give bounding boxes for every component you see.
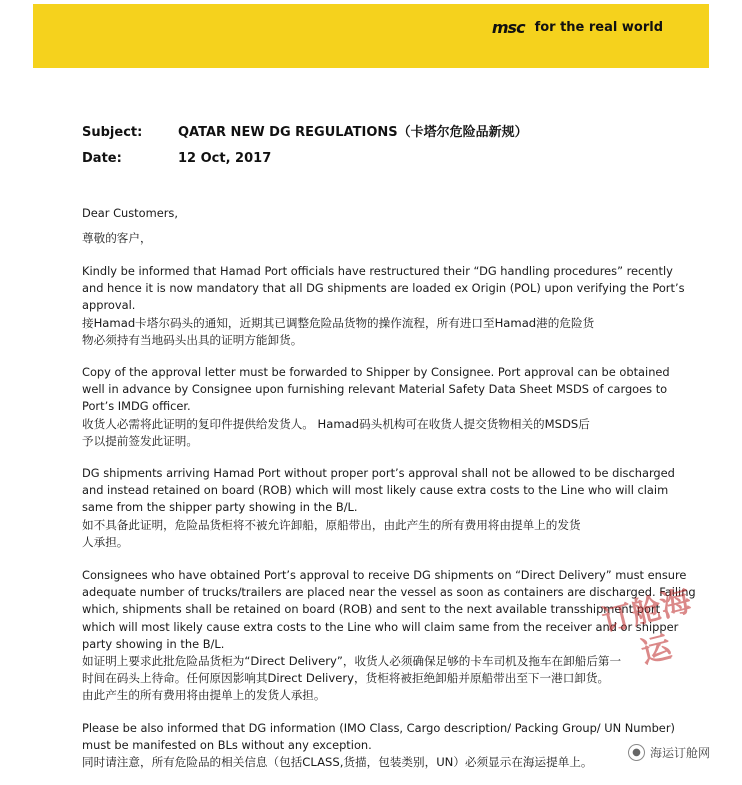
date-label: Date: xyxy=(82,151,122,166)
paragraph-en-line: Please be also informed that DG information (IMO Class, Cargo description/ Packing Group/ UN Number) xyxy=(82,721,675,735)
paragraph-en-line: Kindly be informed that Hamad Port officials have restructured their “DG handling procedures” recently xyxy=(82,264,673,278)
greeting xyxy=(82,205,686,247)
date-line xyxy=(82,151,271,166)
watermark-footer-text: 海运订舱网 xyxy=(650,746,711,760)
paragraph-en-line: party showing in the B/L. xyxy=(82,636,225,651)
paragraph-en-line: adequate number of trucks/trailers are placed near the vessel as soon as containers are discharged. Failing xyxy=(82,585,696,600)
msc-logo-mark: msc xyxy=(491,17,525,37)
paragraph-5 xyxy=(82,720,686,772)
paragraph-cn-line: 予以提前签发此证明。 xyxy=(82,433,198,448)
subject-label: Subject: xyxy=(82,125,143,140)
paragraph-en-line: which, shipments shall be retained on board (ROB) and sent to the next available transshipment port xyxy=(82,602,661,617)
paragraph-cn-line: 由此产生的所有费用将由提单上的发货人承担。 xyxy=(82,688,326,703)
paragraph-en-line: Copy of the approval letter must be forwarded to Shipper by Consignee. Port approval can be obtained xyxy=(82,365,670,379)
paragraph-en-line: must be manifested on BLs without any exception. xyxy=(82,738,372,753)
paragraph-cn-line: 如不具备此证明，危险品货柜将不被允许卸船，原船带出，由此产生的所有费用将由提单上的发货 xyxy=(82,517,581,532)
brand-header xyxy=(33,4,709,68)
paragraph-2 xyxy=(82,364,686,450)
paragraph-cn-line: 人承担。 xyxy=(82,534,129,549)
paragraph-cn-line: 物必须持有当地码头出具的证明方能卸货。 xyxy=(82,332,303,347)
paragraph-en-line: approval. xyxy=(82,298,136,313)
paragraph-cn-line: 时间在码头上待命。任何原因影响其Direct Delivery，货柜将被拒绝卸船并原船带出至下一港口卸货。 xyxy=(82,671,610,686)
paragraph-1 xyxy=(82,263,686,349)
paragraph-en-line: which will most likely cause extra costs to the Line who will claim same from the receiver and or shipper xyxy=(82,619,679,634)
watermark-footer xyxy=(628,744,710,761)
paragraph-en-line: well in advance by Consignee upon furnishing relevant Material Safety Data Sheet MSDS of cargoes to xyxy=(82,382,668,397)
subject-value: QATAR NEW DG REGULATIONS（卡塔尔危险品新规） xyxy=(178,125,528,140)
paragraph-en-line: DG shipments arriving Hamad Port without proper port’s approval shall not be allowed to be discharged xyxy=(82,466,675,480)
paragraph-en-line: and hence it is now mandatory that all DG shipments are loaded ex Origin (POL) upon verifying the Port’s xyxy=(82,281,685,296)
date-value: 12 Oct, 2017 xyxy=(178,151,272,166)
greeting-cn: 尊敬的客户， xyxy=(82,231,152,246)
paragraph-4 xyxy=(82,567,696,705)
paragraph-en-line: Consignees who have obtained Port’s approval to receive DG shipments on “Direct Delivery” must ensure xyxy=(82,568,687,582)
paragraph-3 xyxy=(82,465,686,551)
greeting-en: Dear Customers, xyxy=(82,206,178,220)
msc-logo xyxy=(491,17,663,37)
wechat-icon: ● xyxy=(628,744,645,761)
paragraph-en-line: same from the shipper party showing in the B/L. xyxy=(82,500,358,515)
logo-tagline: for the real world xyxy=(534,20,663,35)
paragraph-cn-line: 收货人必需将此证明的复印件提供给发货人。 Hamad码头机构可在收货人提交货物相关的MSDS后 xyxy=(82,416,590,431)
paragraph-en-line: Port’s IMDG officer. xyxy=(82,399,191,414)
watermark-stamp: 订舱海运 xyxy=(598,583,695,671)
paragraph-cn-line: 同时请注意，所有危险品的相关信息（包括CLASS,货描，包装类别，UN）必须显示在海运提单上。 xyxy=(82,755,593,770)
paragraph-cn-line: 接Hamad卡塔尔码头的通知，近期其已调整危险品货物的操作流程，所有进口至Hamad港的危险货 xyxy=(82,315,595,330)
paragraph-en-line: and instead retained on board (ROB) which will most likely cause extra costs to the Line who will claim xyxy=(82,483,669,498)
subject-line xyxy=(82,121,528,140)
paragraph-cn-line: 如证明上要求此批危险品货柜为“Direct Delivery”，收货人必须确保足够的卡车司机及拖车在卸船后第一 xyxy=(82,654,622,669)
